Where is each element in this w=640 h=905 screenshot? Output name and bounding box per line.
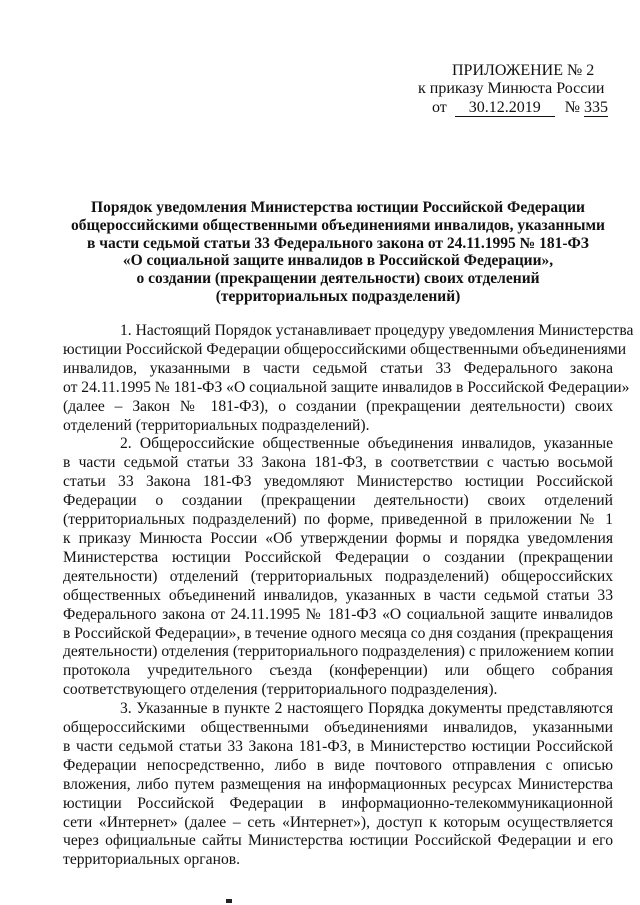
from-label: от <box>432 99 447 116</box>
paragraph-line: Федерального закона от 24.11.1995 № 181-ФЗ «О социальной защите инвалидов <box>63 605 613 623</box>
paragraph-line: Федерации о создании (прекращении деятельности) своих отделений <box>63 492 613 510</box>
paragraph-line: соответствующего отделения (территориального подразделения). <box>63 681 498 699</box>
paragraph-line: отделений (территориальных подразделений). <box>63 416 370 434</box>
paragraph-line: через официальные сайты Министерства юстиции Российской Федерации и его <box>63 832 613 850</box>
paragraph-line: (далее – Закон № 181-ФЗ), о создании (прекращении деятельности) своих <box>63 397 613 415</box>
order-number: 335 <box>584 99 609 116</box>
title-line: (территориальных подразделений) <box>215 287 461 305</box>
document-body <box>63 322 634 870</box>
paragraph-line: инвалидов, указанными в части седьмой статьи 33 Федерального закона <box>63 359 613 377</box>
paragraph-line: в части седьмой статьи 33 Закона 181-ФЗ, в соответствии с частью восьмой <box>63 454 613 472</box>
order-reference-text: к приказу Минюста России <box>418 80 605 97</box>
title-line: о создании (прекращении деятельности) своих отделений <box>136 270 540 288</box>
paragraph-line: деятельности) отделения (территориального подразделения) с приложением копии <box>63 643 614 661</box>
document-title <box>60 199 616 306</box>
paragraph-line: сети «Интернет» (далее – сеть «Интернет»), доступ к которым осуществляется <box>63 813 613 831</box>
paragraph-2 <box>63 435 613 700</box>
paragraph-line: 1. Настоящий Порядок устанавливает процедуру уведомления Министерства <box>120 322 634 339</box>
paragraph-line: общественных объединений инвалидов, указанных в части седьмой статьи 33 <box>63 586 613 604</box>
paragraph-1 <box>63 322 634 435</box>
paragraph-line: деятельности) отделений (территориальных подразделений) общероссийских <box>63 567 613 585</box>
paragraph-line: территориальных органов. <box>63 851 241 869</box>
paragraph-line: в части седьмой статьи 33 Закона 181-ФЗ, в Министерство юстиции Российской <box>63 737 613 755</box>
paragraph-line: Федерации непосредственно, либо в виде почтового отправления с описью <box>63 756 613 774</box>
number-label: № <box>564 99 581 116</box>
paragraph-line: 2. Общероссийские общественные объединения инвалидов, указанные <box>120 435 613 453</box>
paragraph-line: вложения, либо путем размещения на информационных ресурсах Министерства <box>63 775 613 793</box>
paragraph-line: статьи 33 Закона 181-ФЗ уведомляют Министерство юстиции Российской <box>63 473 613 491</box>
order-date-number <box>432 98 640 117</box>
order-date: 30.12.2019 <box>455 100 555 117</box>
paragraph-line: в Российской Федерации», в течение одного месяца со дня создания (прекращения <box>63 624 614 642</box>
appendix-heading <box>452 61 640 80</box>
paragraph-line: протокола учредительного съезда (конференции) или общего собрания <box>63 662 613 680</box>
order-reference <box>418 79 640 98</box>
paragraph-line: от 24.11.1995 № 181-ФЗ «О социальной защите инвалидов в Российской Федерации» <box>63 378 630 396</box>
paragraph-line: (территориальных подразделений) по форме, приведенной в приложении № 1 <box>63 511 613 529</box>
paragraph-line: к приказу Минюста России «Об утверждении формы и порядка уведомления <box>63 529 613 547</box>
paragraph-line: юстиции Российской Федерации общероссийскими общественными объединениями <box>63 340 627 358</box>
title-line: Порядок уведомления Министерства юстиции Российской Федерации <box>91 199 585 216</box>
paragraph-line: 3. Указанные в пункте 2 настоящего Порядка документы представляются <box>120 700 613 718</box>
title-line: общероссийскими общественными объединениями инвалидов, указанными <box>70 216 605 234</box>
title-line: «О социальной защите инвалидов в Российской Федерации», <box>122 252 554 270</box>
appendix-label: ПРИЛОЖЕНИЕ № 2 <box>452 62 595 79</box>
paragraph-line: юстиции Российской Федерации в информационно-телекоммуникационной <box>63 794 613 812</box>
scan-mark <box>226 899 232 903</box>
paragraph-line: общероссийскими общественными объединениями инвалидов, указанными <box>63 719 613 737</box>
paragraph-3 <box>63 700 613 870</box>
paragraph-line: Министерства юстиции Российской Федерации о создании (прекращении <box>63 548 613 566</box>
title-line: в части седьмой статьи 33 Федерального закона от 24.11.1995 № 181-ФЗ <box>87 234 589 252</box>
